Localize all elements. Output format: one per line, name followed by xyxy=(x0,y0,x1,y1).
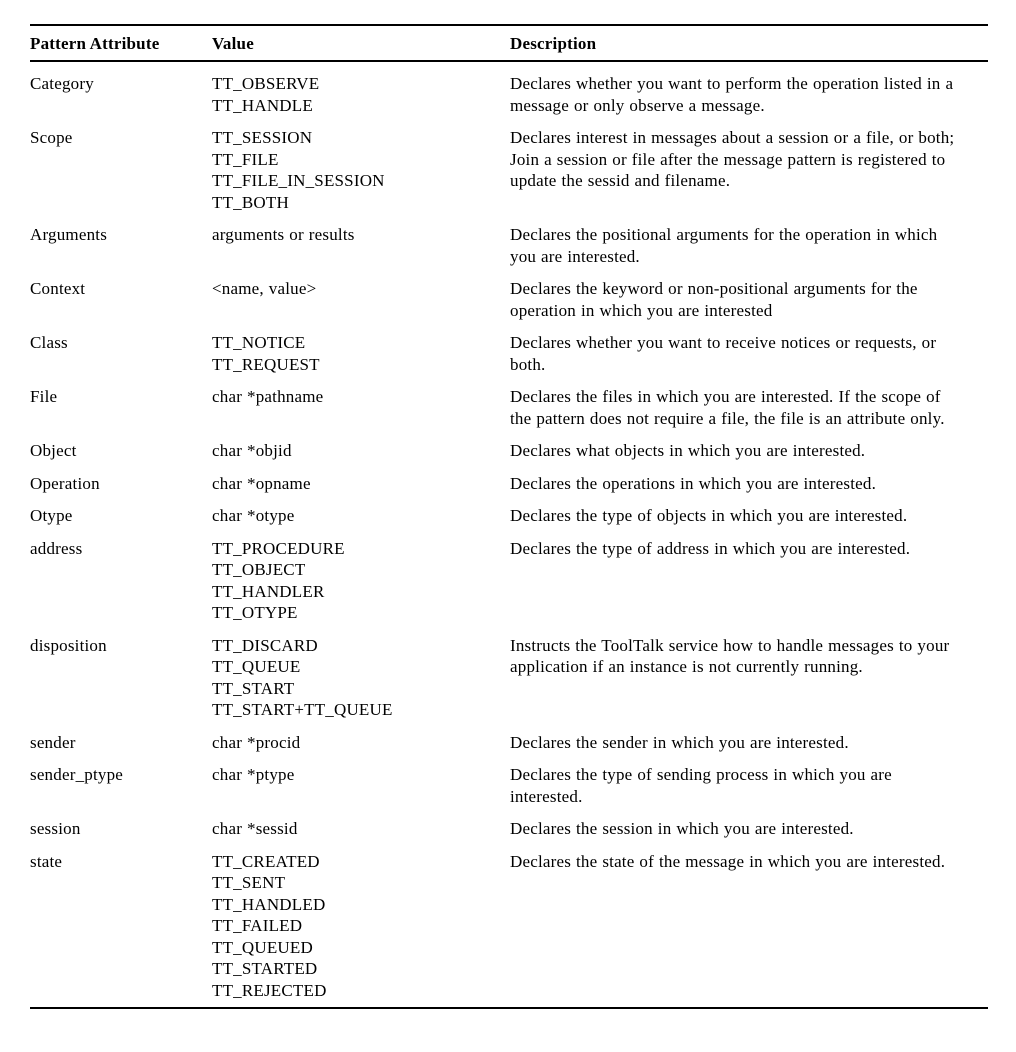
table-header xyxy=(30,25,988,61)
table-header-row xyxy=(30,25,988,61)
description-cell: Declares the positional arguments for the operation in which you are interested. xyxy=(510,225,938,266)
description-cell: Declares the sender in which you are interested. xyxy=(510,732,849,752)
value-line: TT_REJECTED xyxy=(212,980,327,1000)
pattern-attribute-cell: Context xyxy=(30,279,86,298)
pattern-attribute-cell: File xyxy=(30,387,58,406)
value-line: TT_REQUEST xyxy=(212,354,320,374)
description-cell: Declares the keyword or non-positional arguments for the operation in which you are interested xyxy=(510,279,918,320)
value-cell xyxy=(212,116,510,213)
value-line: TT_FAILED xyxy=(212,916,303,935)
value-cell xyxy=(212,213,510,267)
value-line: TT_HANDLED xyxy=(212,894,326,914)
description-cell: Instructs the ToolTalk service how to handle messages to your application if an instance is not currently running. xyxy=(510,635,950,676)
value-line: TT_OTYPE xyxy=(212,603,298,622)
table-row xyxy=(30,61,988,116)
column-header-value: Value xyxy=(212,25,510,61)
table-row xyxy=(30,494,988,527)
value-cell xyxy=(212,267,510,321)
value-line: char *sessid xyxy=(212,819,298,838)
description-cell: Declares what objects in which you are interested. xyxy=(510,441,866,460)
value-line: arguments or results xyxy=(212,225,355,244)
value-line: TT_START+TT_QUEUE xyxy=(212,700,393,719)
pattern-attribute-cell: sender xyxy=(30,732,76,752)
value-line: <name, value> xyxy=(212,279,317,298)
table-row xyxy=(30,753,988,807)
column-header-description: Description xyxy=(510,25,988,61)
table-row xyxy=(30,213,988,267)
value-line: TT_CREATED xyxy=(212,851,320,871)
pattern-attribute-cell: Scope xyxy=(30,128,73,147)
table-row xyxy=(30,267,988,321)
pattern-attribute-cell: Operation xyxy=(30,473,100,493)
column-header-pattern-attribute: Pattern Attribute xyxy=(30,25,212,61)
value-line: TT_OBSERVE xyxy=(212,74,320,93)
value-cell xyxy=(212,375,510,429)
table-row xyxy=(30,116,988,213)
value-cell xyxy=(212,321,510,375)
value-line: TT_HANDLER xyxy=(212,581,325,601)
value-line: TT_QUEUED xyxy=(212,937,313,957)
value-line: TT_SESSION xyxy=(212,128,313,147)
pattern-attribute-cell: Object xyxy=(30,441,77,460)
pattern-attribute-cell: session xyxy=(30,819,81,838)
value-line: TT_PROCEDURE xyxy=(212,538,345,558)
table-row xyxy=(30,462,988,495)
table-row xyxy=(30,840,988,1009)
value-line: char *objid xyxy=(212,441,292,460)
table-row xyxy=(30,624,988,721)
value-line: TT_NOTICE xyxy=(212,333,306,352)
value-line: TT_FILE_IN_SESSION xyxy=(212,171,385,190)
value-cell xyxy=(212,840,510,1009)
value-line: char *opname xyxy=(212,473,311,493)
description-cell: Declares the type of objects in which you are interested. xyxy=(510,506,908,525)
description-cell: Declares whether you want to receive notices or requests, or both. xyxy=(510,333,937,374)
value-line: char *ptype xyxy=(212,765,295,784)
value-line: char *otype xyxy=(212,506,295,525)
value-cell xyxy=(212,721,510,754)
value-cell xyxy=(212,753,510,807)
pattern-attribute-cell: Otype xyxy=(30,506,73,525)
value-line: TT_QUEUE xyxy=(212,657,301,676)
table-body xyxy=(30,61,988,1008)
value-cell xyxy=(212,807,510,840)
pattern-attribute-cell: sender_ptype xyxy=(30,765,124,784)
description-cell: Declares the session in which you are interested. xyxy=(510,819,854,838)
description-cell: Declares the operations in which you are interested. xyxy=(510,473,877,493)
pattern-attribute-cell: Class xyxy=(30,333,68,352)
value-line: TT_DISCARD xyxy=(212,635,318,655)
value-line: TT_OBJECT xyxy=(212,560,306,579)
table-row xyxy=(30,807,988,840)
pattern-attributes-table xyxy=(30,24,988,1009)
pattern-attribute-cell: state xyxy=(30,851,63,871)
table-row xyxy=(30,429,988,462)
pattern-attribute-cell: Arguments xyxy=(30,225,108,244)
description-cell: Declares the state of the message in which you are interested. xyxy=(510,851,946,871)
value-line: TT_BOTH xyxy=(212,192,289,212)
value-cell xyxy=(212,494,510,527)
value-line: char *pathname xyxy=(212,387,324,406)
value-line: TT_START xyxy=(212,678,295,698)
value-cell xyxy=(212,462,510,495)
table-row xyxy=(30,321,988,375)
value-cell xyxy=(212,61,510,116)
table-row xyxy=(30,527,988,624)
description-cell: Declares interest in messages about a session or a file, or both; Join a session or file after the message pattern is registered to update the sessid and filename. xyxy=(510,128,955,190)
table-row xyxy=(30,721,988,754)
description-cell: Declares whether you want to perform the operation listed in a message or only observe a message. xyxy=(510,74,954,115)
pattern-attribute-cell: disposition xyxy=(30,635,107,655)
value-cell xyxy=(212,527,510,624)
value-cell xyxy=(212,429,510,462)
value-cell xyxy=(212,624,510,721)
pattern-attribute-cell: address xyxy=(30,538,83,558)
value-line: TT_FILE xyxy=(212,149,279,169)
pattern-attribute-cell: Category xyxy=(30,74,94,93)
value-line: TT_STARTED xyxy=(212,959,318,978)
value-line: TT_HANDLE xyxy=(212,95,313,115)
description-cell: Declares the type of address in which you are interested. xyxy=(510,538,911,558)
description-cell: Declares the files in which you are interested. If the scope of the pattern does not require a file, the file is an attribute only. xyxy=(510,387,945,428)
value-line: TT_SENT xyxy=(212,873,286,892)
value-line: char *procid xyxy=(212,732,301,752)
description-cell: Declares the type of sending process in which you are interested. xyxy=(510,765,892,806)
table-row xyxy=(30,375,988,429)
